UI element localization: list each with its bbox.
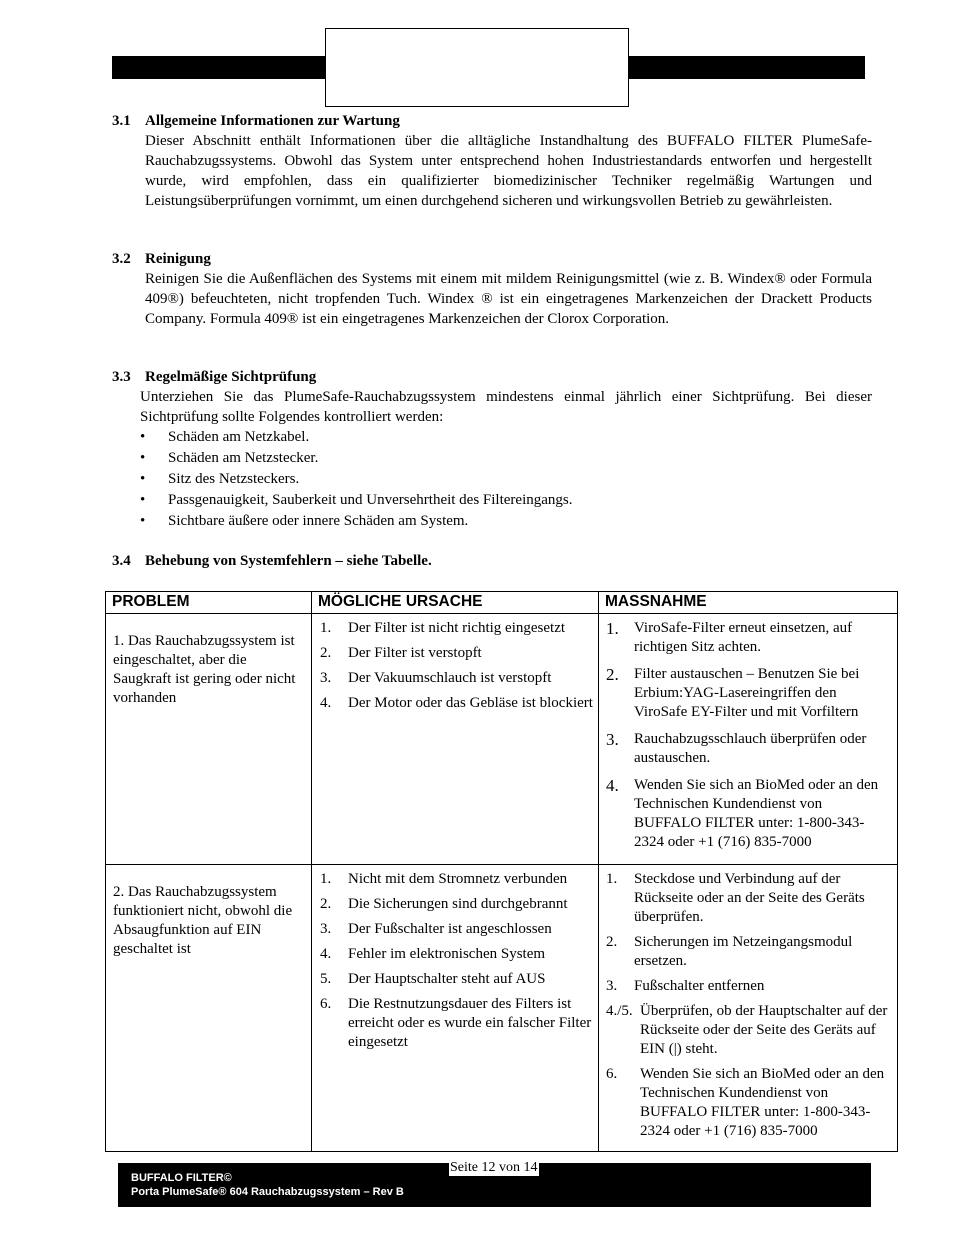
list-item: 3. Rauchabzugsschlauch überprüfen oder austauschen. xyxy=(606,730,867,766)
table-header-row xyxy=(106,592,898,614)
list-item: 6. Die Restnutzungsdauer des Filters ist erreicht oder es wurde ein falscher Filter eingesetzt xyxy=(320,996,592,1050)
list-item: 1. Steckdose und Verbindung auf der Rückseite oder an der Seite des Geräts überprüfen. xyxy=(606,871,865,925)
list-item: 5. Der Hauptschalter steht auf AUS xyxy=(320,971,546,987)
list-item: • Schäden am Netzkabel. xyxy=(140,427,872,448)
section-3-1 xyxy=(112,111,872,211)
list-item: 3. Fußschalter entfernen xyxy=(606,978,765,994)
action-cell xyxy=(599,614,898,865)
section-title: 3.4 Behebung von Systemfehlern – siehe Tabelle. xyxy=(112,553,432,569)
section-3-3 xyxy=(112,367,872,532)
list-item: • Schäden am Netzstecker. xyxy=(140,448,872,469)
list-item: 2. Der Filter ist verstopft xyxy=(320,645,482,661)
cause-cell xyxy=(312,865,599,1152)
list-item: • Passgenauigkeit, Sauberkeit und Unversehrtheit des Filtereingangs. xyxy=(140,490,872,511)
header-problem: PROBLEM xyxy=(106,592,312,614)
troubleshooting-table xyxy=(105,591,898,1152)
list-item: 6. Wenden Sie sich an BioMed oder an den Technischen Kundendienst von BUFFALO FILTER unter: 1-800-343-2324 oder +1 (716) 835-7000 xyxy=(606,1066,885,1139)
list-item: • Sichtbare äußere oder innere Schäden am System. xyxy=(140,511,872,532)
cause-cell xyxy=(312,614,599,865)
footer-company: BUFFALO FILTER© xyxy=(131,1172,232,1184)
problem-cell: 2. Das Rauchabzugssystem funktioniert nicht, obwohl die Absaugfunktion auf EIN geschaltet ist xyxy=(106,865,312,1152)
list-item: 2. Die Sicherungen sind durchgebrannt xyxy=(320,896,568,912)
list-item: 4. Fehler im elektronischen System xyxy=(320,946,546,962)
page-number: Seite 12 von 14 xyxy=(450,1160,538,1175)
action-cell xyxy=(599,865,898,1152)
list-item: 3. Der Fußschalter ist angeschlossen xyxy=(320,921,552,937)
list-item: 3. Der Vakuumschlauch ist verstopft xyxy=(320,670,552,686)
section-3-2 xyxy=(112,249,872,329)
table-row xyxy=(106,614,898,865)
inspection-list xyxy=(112,427,872,532)
list-item: • Sitz des Netzsteckers. xyxy=(140,469,872,490)
section-title: 3.2 Reinigung xyxy=(112,251,211,267)
list-item: 4. Der Motor oder das Gebläse ist blockiert xyxy=(320,695,593,711)
section-body: Unterziehen Sie das PlumeSafe-Rauchabzugssystem mindestens einmal jährlich einer Sichtprüfung. Bei dieser Sichtprüfung sollte Folgendes kontrolliert werden: xyxy=(140,389,872,425)
section-body: Dieser Abschnitt enthält Informationen über die alltägliche Instandhaltung des BUFFALO FILTER PlumeSafe-Rauchabzugssystems. Obwohl das System unter entsprechend hohen Industriestandards entworfen und hergestellt wurde, wird empfohlen, dass ein qualifizierter biomedizinischer Techniker regelmäßig Wartungen und Leistungsüberprüfungen vornimmt, um einen durchgehend sicheren und wirkungsvollen Betrieb zu gewährleisten. xyxy=(145,133,872,209)
list-item: 1. ViroSafe-Filter erneut einsetzen, auf richtigen Sitz achten. xyxy=(606,619,853,655)
section-3-4 xyxy=(112,551,872,571)
list-item: 1. Nicht mit dem Stromnetz verbunden xyxy=(320,871,568,887)
section-title: 3.1 Allgemeine Informationen zur Wartung xyxy=(112,113,400,129)
list-item: 4. Wenden Sie sich an BioMed oder an den Technischen Kundendienst von BUFFALO FILTER unter: 1-800-343-2324 oder +1 (716) 835-7000 xyxy=(606,776,879,850)
section-body: Reinigen Sie die Außenflächen des Systems mit einem mit mildem Reinigungsmittel (wie z. B. Windex® oder Formula 409®) befeuchteten, nicht tropfenden Tuch. Windex ® ist ein eingetragenes Markenzeichen der Drackett Products Company. Formula 409® ist ein eingetragenes Markenzeichen der Clorox Corporation. xyxy=(145,271,872,327)
section-title: 3.3 Regelmäßige Sichtprüfung xyxy=(112,369,317,385)
footer-product: Porta PlumeSafe® 604 Rauchabzugssystem – Rev B xyxy=(131,1186,404,1198)
header-logo-box xyxy=(325,28,629,107)
list-item: 4./5. Überprüfen, ob der Hauptschalter auf der Rückseite oder der Seite des Geräts auf EIN (|) steht. xyxy=(606,1003,888,1057)
problem-cell: 1. Das Rauchabzugssystem ist eingeschaltet, aber die Saugkraft ist gering oder nicht vorhanden xyxy=(106,614,312,865)
list-item: 2. Sicherungen im Netzeingangsmodul ersetzen. xyxy=(606,934,853,969)
header-action: MASSNAHME xyxy=(599,592,898,614)
table-row xyxy=(106,865,898,1152)
list-item: 2. Filter austauschen – Benutzen Sie bei Erbium:YAG-Lasereingriffen den ViroSafe EY-Filter und mit Vorfiltern xyxy=(606,665,860,720)
list-item: 1. Der Filter ist nicht richtig eingesetzt xyxy=(320,620,566,636)
header-cause: MÖGLICHE URSACHE xyxy=(312,592,599,614)
